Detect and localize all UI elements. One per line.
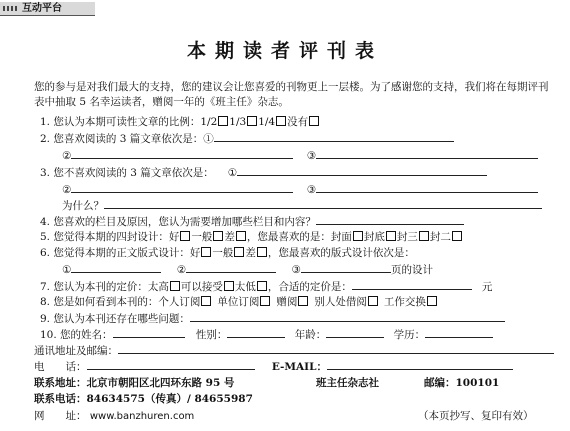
question-6 (40, 246, 415, 260)
q5-o2-label: 一般 (191, 231, 213, 243)
question-5 (40, 230, 463, 244)
q7-unit: 元 (481, 281, 493, 293)
website-link[interactable]: www.banzhuren.com (89, 411, 195, 422)
contact-zip-row (424, 376, 499, 390)
q7-price-input[interactable] (352, 279, 472, 290)
q6-o1-label: 好 (189, 247, 201, 259)
gender-label: 性别： (195, 329, 228, 341)
contact-phone-row (34, 392, 253, 406)
q3-answer-3[interactable] (316, 182, 538, 193)
q6-answer-1[interactable] (71, 262, 161, 273)
page-title: 本期读者评刊表 (186, 40, 383, 62)
q2-answer-3[interactable] (316, 148, 538, 159)
zip-label: 邮编： (424, 377, 456, 389)
address-label: 通讯地址及邮编： (34, 345, 118, 357)
question-10 (40, 327, 493, 342)
q1-opt3-checkbox[interactable] (276, 116, 286, 126)
q5-o3-checkbox[interactable] (236, 231, 246, 241)
q1-opt1-checkbox[interactable] (218, 116, 228, 126)
q5-p4-checkbox[interactable] (452, 231, 462, 241)
contact-address-label: 联系地址： (34, 377, 87, 389)
question-2 (40, 131, 454, 146)
dots-decoration-icon (3, 6, 17, 11)
question-7 (40, 279, 492, 294)
question-8 (40, 295, 438, 309)
q7-o3-label: 太低 (234, 281, 256, 293)
question-1 (40, 115, 320, 129)
q8-o4-checkbox[interactable] (368, 296, 378, 306)
website-label: 网 址： (34, 410, 87, 422)
education-label: 学历： (393, 329, 426, 341)
q8-o2-label: 单位订阅 (217, 296, 260, 308)
q3-why-answer[interactable] (104, 198, 542, 209)
question-2-line2 (62, 148, 538, 163)
contact-address-row (34, 376, 234, 390)
q5-p1-checkbox[interactable] (353, 231, 363, 241)
address-field[interactable] (118, 343, 554, 354)
q8-o3-checkbox[interactable] (298, 296, 308, 306)
q5-p2-checkbox[interactable] (386, 231, 396, 241)
question-6-line2 (62, 262, 433, 277)
q8-o1-label: 个人订阅 (158, 296, 201, 308)
q7-number: 7. (40, 281, 51, 293)
q2-text: 您喜欢阅读的 3 篇文章依次是： (53, 133, 204, 145)
phone-field[interactable] (87, 359, 255, 370)
q5-p3-checkbox[interactable] (419, 231, 429, 241)
name-label: 您的姓名： (60, 329, 113, 341)
q7-text: 您认为本刊的定价： (53, 281, 148, 293)
q1-opt1-label: 1/2 (200, 116, 218, 128)
q1-number: 1. (40, 116, 51, 128)
q5-p3-label: 封三 (396, 231, 418, 243)
q5-p4-label: 封二 (429, 231, 451, 243)
q1-opt3-label: 1/4 (258, 116, 276, 128)
question-3-why (62, 198, 542, 213)
q7-o2-label: 可以接受 (180, 281, 223, 293)
q3-mark-2: ② (62, 184, 72, 196)
q6-mark-1: ① (62, 264, 72, 276)
question-3 (40, 165, 487, 180)
email-label: E-MAIL： (271, 361, 327, 373)
q5-o1-checkbox[interactable] (180, 231, 190, 241)
q8-o5-label: 工作交换 (383, 296, 426, 308)
q8-o2-checkbox[interactable] (260, 296, 270, 306)
q5-mid-text: ，您最喜欢的是： (246, 231, 331, 243)
q4-answer[interactable] (316, 214, 464, 225)
q1-opt2-label: 1/3 (229, 116, 247, 128)
q7-o2-checkbox[interactable] (224, 281, 234, 291)
q7-o3-checkbox[interactable] (257, 281, 267, 291)
q2-answer-2[interactable] (71, 148, 293, 159)
zip-value: 100101 (455, 377, 500, 389)
q2-number: 2. (40, 133, 51, 145)
q6-mark-3: ③ (291, 264, 301, 276)
q3-why-label: 为什么？ (62, 200, 104, 212)
q4-text: 您喜欢的栏目及原因，您认为需要增加哪些栏目和内容？ (53, 216, 316, 228)
q6-number: 6. (40, 247, 51, 259)
q5-o1-label: 好 (168, 231, 180, 243)
q6-o1-checkbox[interactable] (201, 247, 211, 257)
q1-opt4-label: 没有 (287, 116, 309, 128)
q3-answer-1[interactable] (237, 165, 487, 176)
name-field[interactable] (113, 327, 185, 338)
q10-number: 10. (40, 329, 57, 341)
address-row (34, 343, 554, 358)
q1-text: 您认为本期可读性文章的比例： (53, 116, 201, 128)
gender-field[interactable] (227, 327, 285, 338)
q3-mark-3: ③ (306, 184, 317, 196)
q3-answer-2[interactable] (71, 182, 293, 193)
q9-text: 您认为本刊还存在哪些问题： (53, 313, 190, 325)
q6-suffix: 页的设计 (390, 264, 433, 276)
q5-number: 5. (40, 231, 51, 243)
q9-number: 9. (40, 313, 51, 325)
email-field[interactable] (327, 359, 513, 370)
q2-answer-1[interactable] (214, 131, 454, 142)
q6-o3-checkbox[interactable] (257, 247, 267, 257)
copy-note: （本页抄写、复印有效） (418, 410, 534, 422)
q5-p1-label: 封面 (330, 231, 352, 243)
question-3-line2 (62, 182, 538, 197)
q3-mark-1: ① (227, 167, 238, 179)
age-label: 年龄： (294, 329, 327, 341)
website-row (34, 409, 194, 424)
q7-o1-checkbox[interactable] (170, 281, 180, 291)
q2-mark-2: ② (62, 150, 72, 162)
phone-label: 电 话： (34, 361, 87, 373)
age-field[interactable] (326, 327, 384, 338)
q5-o3-label: 差 (224, 231, 235, 243)
q8-o4-label: 别人处借阅 (314, 296, 367, 308)
phone-email-row (34, 359, 513, 374)
q8-o5-checkbox[interactable] (427, 296, 437, 306)
q5-text: 您觉得本期的四封设计： (53, 231, 169, 243)
q3-text: 您不喜欢阅读的 3 篇文章依次是： (53, 167, 214, 179)
q7-o1-label: 太高 (147, 281, 169, 293)
q6-text: 您觉得本期的正文版式设计： (53, 247, 190, 259)
q6-o2-label: 一般 (212, 247, 234, 259)
q6-answer-3[interactable] (301, 262, 391, 273)
q5-p2-label: 封底 (363, 231, 385, 243)
contact-office: 班主任杂志社 (316, 377, 379, 389)
q3-number: 3. (40, 167, 51, 179)
q1-opt2-checkbox[interactable] (247, 116, 257, 126)
q6-o2-checkbox[interactable] (234, 247, 244, 257)
section-tag (0, 2, 95, 16)
q8-number: 8. (40, 296, 51, 308)
contact-phone: 84634575（传真）/ 84655987 (86, 393, 253, 405)
q7-mid-text: ，合适的定价是： (267, 281, 352, 293)
intro-paragraph: 您的参与是对我们最大的支持，您的建议会让您喜爱的刊物更上一层楼。为了感谢您的支持，我们将在每期评刊表中抽取 5 名幸运读者，赠阅一年的《班主任》杂志。 (34, 81, 549, 108)
q8-o3-label: 赠阅 (276, 296, 298, 308)
contact-phone-label: 联系电话： (34, 393, 87, 405)
q6-answer-2[interactable] (186, 262, 276, 273)
q8-text: 您是如何看到本刊的： (53, 296, 159, 308)
q1-opt4-checkbox[interactable] (309, 116, 319, 126)
q2-mark-3: ③ (306, 150, 317, 162)
q9-answer[interactable] (190, 311, 505, 322)
education-field[interactable] (425, 327, 493, 338)
q4-number: 4. (40, 216, 51, 228)
question-4 (40, 214, 464, 229)
q8-o1-checkbox[interactable] (201, 296, 211, 306)
contact-address: 北京市朝阳区北四环东路 95 号 (86, 377, 235, 389)
q6-mark-2: ② (176, 264, 187, 276)
section-tag-label: 互动平台 (22, 3, 62, 14)
q6-o3-label: 差 (245, 247, 256, 259)
q2-mark-1: ① (203, 133, 214, 145)
q6-mid-text: ，您最喜欢的版式设计依次是： (267, 247, 415, 259)
question-9 (40, 311, 505, 326)
q5-o2-checkbox[interactable] (213, 231, 223, 241)
